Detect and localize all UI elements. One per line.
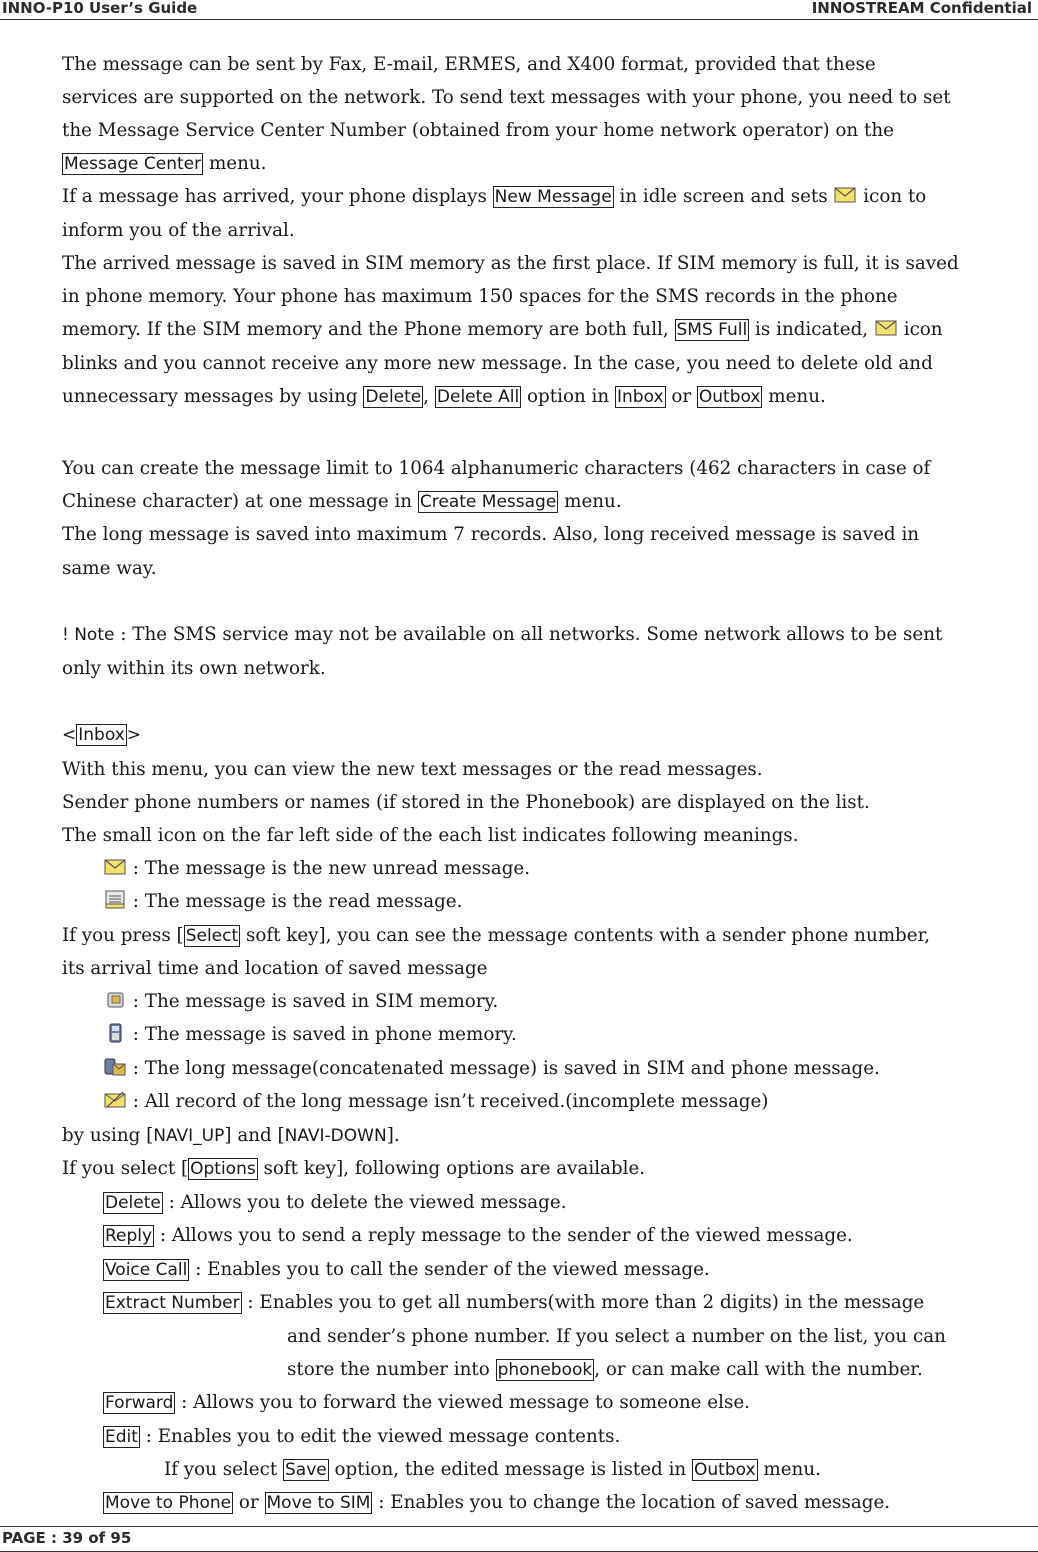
select-softkey-term: Select — [185, 926, 239, 946]
p3-line4: blinks and you cannot receive any more new message. In the case, you need to delete old and — [62, 353, 933, 374]
new-message-term: New Message — [494, 187, 612, 207]
p4-line3: The long message is saved into maximum 7 records. Also, long received message is saved in — [62, 524, 920, 545]
note-line1: ! Note : The SMS service may not be available on all networks. Some network allows to be sent — [62, 624, 943, 645]
icon-legend-phone: : The message is saved in phone memory. — [103, 1023, 517, 1047]
option-move: Move to Phone or Move to SIM : Enables you to change the location of saved message. — [105, 1492, 891, 1513]
p4-line1: You can create the message limit to 1064 alphanumeric characters (462 characters in case of — [62, 458, 931, 479]
icon-legend-read: : The message is the read message. — [103, 890, 462, 914]
delete-all-term: Delete All — [436, 387, 520, 407]
envelope-new-icon — [874, 318, 898, 338]
p3-line2: in phone memory. Your phone has maximum 150 spaces for the SMS records in the phone — [62, 286, 898, 307]
extract-line3: store the number into phonebook , or can make call with the number. — [287, 1359, 923, 1380]
option-voice-call: Voice Call : Enables you to call the sender of the viewed message. — [105, 1259, 710, 1280]
envelope-read-icon — [103, 890, 127, 910]
select-line1: If you press [ Select soft key], you can see the message contents with a sender phone number, — [62, 925, 931, 946]
option-extract-number-term: Extract Number — [105, 1293, 240, 1313]
p3-line5: unnecessary messages by using Delete , Delete All option in Inbox or Outbox menu. — [62, 386, 826, 407]
icon-legend-long: : The long message(concatenated message) is saved in SIM and phone message. — [103, 1057, 880, 1081]
note-label: ! Note — [62, 625, 115, 645]
note-line2: only within its own network. — [62, 658, 326, 679]
option-delete-term: Delete — [105, 1193, 161, 1213]
sms-full-term: SMS Full — [676, 320, 748, 340]
long-message-icon — [103, 1057, 127, 1077]
navi-down-key: NAVI-DOWN — [284, 1126, 387, 1146]
select-line2: its arrival time and location of saved message — [62, 958, 488, 979]
option-edit: Edit : Enables you to edit the viewed message contents. — [105, 1426, 621, 1447]
envelope-new-icon — [103, 857, 127, 877]
nav-line: by using [NAVI_UP] and [NAVI-DOWN]. — [62, 1125, 400, 1146]
page-header — [0, 0, 1038, 20]
p2-line1: If a message has arrived, your phone displays New Message in idle screen and sets icon to — [62, 186, 927, 207]
option-reply: Reply : Allows you to send a reply message to the sender of the viewed message. — [105, 1225, 853, 1246]
option-forward-term: Forward — [105, 1393, 174, 1413]
header-title: INNO-P10 User’s Guide — [2, 0, 198, 17]
move-to-phone-term: Move to Phone — [105, 1493, 232, 1513]
incomplete-message-icon — [103, 1090, 127, 1110]
inbox-line2: Sender phone numbers or names (if stored in the Phonebook) are displayed on the list. — [62, 792, 870, 813]
p4-line2: Chinese character) at one message in Create Message menu. — [62, 491, 622, 512]
phonebook-term: phonebook — [497, 1360, 593, 1380]
inbox-heading: < Inbox > — [62, 725, 142, 745]
move-to-sim-term: Move to SIM — [266, 1493, 371, 1513]
delete-term: Delete — [365, 387, 422, 407]
inbox-heading-term: Inbox — [78, 725, 125, 745]
p1-line2: services are supported on the network. To send text messages with your phone, you need to set — [62, 87, 951, 108]
extract-line2: and sender’s phone number. If you select a number on the list, you can — [287, 1326, 946, 1347]
outbox-term: Outbox — [694, 1460, 756, 1480]
p3-line1: The arrived message is saved in SIM memory as the first place. If SIM memory is full, it is saved — [62, 253, 959, 274]
create-message-term: Create Message — [419, 492, 557, 512]
option-edit-term: Edit — [105, 1427, 138, 1447]
p3-line3: memory. If the SIM memory and the Phone memory are both full, SMS Full is indicated, icon — [62, 319, 943, 340]
p2-line2: inform you of the arrival. — [62, 220, 295, 241]
inbox-line3: The small icon on the far left side of the each list indicates following meanings. — [62, 825, 799, 846]
phone-memory-icon — [103, 1023, 127, 1043]
inbox-term: Inbox — [616, 387, 664, 407]
edit-line2: If you select Save option, the edited message is listed in Outbox menu. — [164, 1459, 821, 1480]
sim-memory-icon — [103, 990, 127, 1010]
inbox-line1: With this menu, you can view the new text messages or the read messages. — [62, 759, 763, 780]
navi-up-key: NAVI_UP — [153, 1126, 225, 1146]
option-forward: Forward : Allows you to forward the viewed message to someone else. — [105, 1392, 750, 1413]
page-footer — [0, 1526, 1038, 1552]
save-term: Save — [284, 1460, 327, 1480]
options-softkey-term: Options — [190, 1159, 256, 1179]
icon-legend-new: : The message is the new unread message. — [103, 857, 530, 881]
header-confidential: INNOSTREAM Confidential — [811, 0, 1032, 17]
p4-line4: same way. — [62, 558, 157, 579]
page-number: PAGE : 39 of 95 — [2, 1529, 132, 1547]
option-delete: Delete : Allows you to delete the viewed message. — [105, 1192, 567, 1213]
option-voice-call-term: Voice Call — [105, 1260, 188, 1280]
p1-line1: The message can be sent by Fax, E-mail, ERMES, and X400 format, provided that these — [62, 54, 876, 75]
options-intro: If you select [ Options soft key], following options are available. — [62, 1158, 646, 1179]
outbox-term: Outbox — [698, 387, 761, 407]
option-reply-term: Reply — [105, 1226, 153, 1246]
p1-line4: Message Center menu. — [64, 153, 267, 174]
envelope-new-icon — [833, 185, 857, 205]
icon-legend-sim: : The message is saved in SIM memory. — [103, 990, 498, 1014]
p1-line3: the Message Service Center Number (obtained from your home network operator) on the — [62, 120, 894, 141]
option-extract-number: Extract Number : Enables you to get all numbers(with more than 2 digits) in the message — [105, 1292, 925, 1313]
icon-legend-incomplete: : All record of the long message isn’t received.(incomplete message) — [103, 1090, 768, 1114]
message-center-term: Message Center — [64, 154, 202, 174]
